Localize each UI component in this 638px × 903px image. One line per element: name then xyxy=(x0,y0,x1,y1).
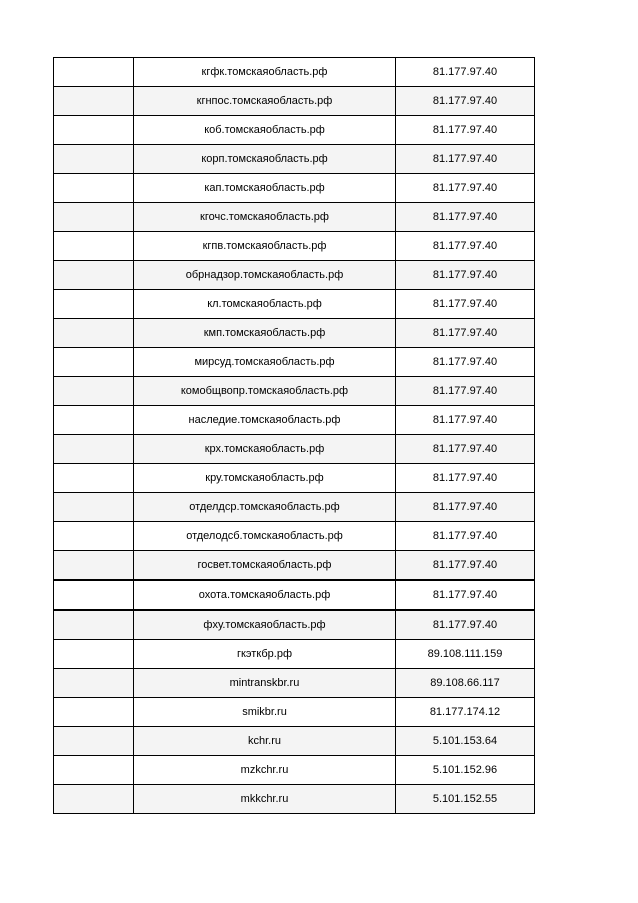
table-row xyxy=(54,203,535,232)
row-index-cell xyxy=(54,174,134,203)
table-row xyxy=(54,377,535,406)
domain-cell: коб.томскаяобласть.рф xyxy=(134,116,396,145)
row-index-cell xyxy=(54,640,134,669)
domain-cell: kchr.ru xyxy=(134,727,396,756)
ip-cell: 81.177.97.40 xyxy=(396,551,535,581)
table-row xyxy=(54,551,535,581)
domain-cell: smikbr.ru xyxy=(134,698,396,727)
table-row xyxy=(54,261,535,290)
ip-cell: 81.177.97.40 xyxy=(396,116,535,145)
table-row xyxy=(54,669,535,698)
row-index-cell xyxy=(54,522,134,551)
ip-cell: 81.177.97.40 xyxy=(396,610,535,640)
ip-cell: 81.177.97.40 xyxy=(396,319,535,348)
domain-cell: обрнадзор.томскаяобласть.рф xyxy=(134,261,396,290)
domain-cell: кгнпос.томскаяобласть.рф xyxy=(134,87,396,116)
table-row xyxy=(54,116,535,145)
ip-cell: 81.177.97.40 xyxy=(396,406,535,435)
ip-cell: 81.177.97.40 xyxy=(396,58,535,87)
row-index-cell xyxy=(54,87,134,116)
domain-ip-table xyxy=(53,57,535,814)
ip-cell: 5.101.153.64 xyxy=(396,727,535,756)
domain-cell: mkkchr.ru xyxy=(134,785,396,814)
row-index-cell xyxy=(54,464,134,493)
ip-cell: 89.108.66.117 xyxy=(396,669,535,698)
domain-cell: госвет.томскаяобласть.рф xyxy=(134,551,396,581)
ip-cell: 81.177.97.40 xyxy=(396,145,535,174)
domain-cell: mintranskbr.ru xyxy=(134,669,396,698)
row-index-cell xyxy=(54,203,134,232)
row-index-cell xyxy=(54,58,134,87)
row-index-cell xyxy=(54,669,134,698)
domain-cell: отделдср.томскаяобласть.рф xyxy=(134,493,396,522)
ip-cell: 81.177.97.40 xyxy=(396,290,535,319)
domain-cell: кл.томскаяобласть.рф xyxy=(134,290,396,319)
table-row xyxy=(54,435,535,464)
domain-cell: кмп.томскаяобласть.рф xyxy=(134,319,396,348)
table-row xyxy=(54,87,535,116)
ip-cell: 81.177.97.40 xyxy=(396,580,535,610)
table-row xyxy=(54,698,535,727)
table-row xyxy=(54,785,535,814)
row-index-cell xyxy=(54,319,134,348)
table-row xyxy=(54,232,535,261)
domain-cell: мирсуд.томскаяобласть.рф xyxy=(134,348,396,377)
table-row xyxy=(54,319,535,348)
domain-cell: охота.томскаяобласть.рф xyxy=(134,580,396,610)
table-row xyxy=(54,493,535,522)
domain-cell: отделодсб.томскаяобласть.рф xyxy=(134,522,396,551)
ip-cell: 5.101.152.55 xyxy=(396,785,535,814)
ip-cell: 81.177.97.40 xyxy=(396,435,535,464)
table-row xyxy=(54,610,535,640)
table-row xyxy=(54,522,535,551)
row-index-cell xyxy=(54,232,134,261)
ip-cell: 81.177.97.40 xyxy=(396,261,535,290)
row-index-cell xyxy=(54,406,134,435)
table-row xyxy=(54,174,535,203)
domain-cell: наследие.томскаяобласть.рф xyxy=(134,406,396,435)
row-index-cell xyxy=(54,290,134,319)
domain-cell: кгфк.томскаяобласть.рф xyxy=(134,58,396,87)
ip-cell: 81.177.97.40 xyxy=(396,464,535,493)
row-index-cell xyxy=(54,756,134,785)
row-index-cell xyxy=(54,785,134,814)
row-index-cell xyxy=(54,145,134,174)
ip-cell: 81.177.97.40 xyxy=(396,493,535,522)
row-index-cell xyxy=(54,580,134,610)
ip-cell: 81.177.97.40 xyxy=(396,87,535,116)
domain-cell: фху.томскаяобласть.рф xyxy=(134,610,396,640)
ip-cell: 81.177.97.40 xyxy=(396,232,535,261)
row-index-cell xyxy=(54,261,134,290)
row-index-cell xyxy=(54,348,134,377)
table-row xyxy=(54,58,535,87)
domain-cell: комобщвопр.томскаяобласть.рф xyxy=(134,377,396,406)
ip-cell: 81.177.174.12 xyxy=(396,698,535,727)
row-index-cell xyxy=(54,698,134,727)
domain-cell: корп.томскаяобласть.рф xyxy=(134,145,396,174)
row-index-cell xyxy=(54,116,134,145)
table-body xyxy=(54,58,535,814)
domain-cell: кгпв.томскаяобласть.рф xyxy=(134,232,396,261)
table-row xyxy=(54,290,535,319)
row-index-cell xyxy=(54,377,134,406)
domain-cell: mzkchr.ru xyxy=(134,756,396,785)
domain-cell: крх.томскаяобласть.рф xyxy=(134,435,396,464)
table-row xyxy=(54,464,535,493)
row-index-cell xyxy=(54,551,134,581)
table-row xyxy=(54,145,535,174)
table-row xyxy=(54,580,535,610)
domain-cell: кгочс.томскаяобласть.рф xyxy=(134,203,396,232)
domain-cell: гкэткбр.рф xyxy=(134,640,396,669)
row-index-cell xyxy=(54,493,134,522)
ip-cell: 89.108.111.159 xyxy=(396,640,535,669)
row-index-cell xyxy=(54,435,134,464)
ip-cell: 81.177.97.40 xyxy=(396,174,535,203)
table-row xyxy=(54,348,535,377)
table-row xyxy=(54,727,535,756)
table-row xyxy=(54,756,535,785)
table-row xyxy=(54,406,535,435)
table-row xyxy=(54,640,535,669)
ip-cell: 81.177.97.40 xyxy=(396,203,535,232)
domain-cell: кап.томскаяобласть.рф xyxy=(134,174,396,203)
ip-cell: 81.177.97.40 xyxy=(396,377,535,406)
row-index-cell xyxy=(54,727,134,756)
ip-cell: 5.101.152.96 xyxy=(396,756,535,785)
domain-cell: кру.томскаяобласть.рф xyxy=(134,464,396,493)
ip-cell: 81.177.97.40 xyxy=(396,348,535,377)
ip-cell: 81.177.97.40 xyxy=(396,522,535,551)
row-index-cell xyxy=(54,610,134,640)
